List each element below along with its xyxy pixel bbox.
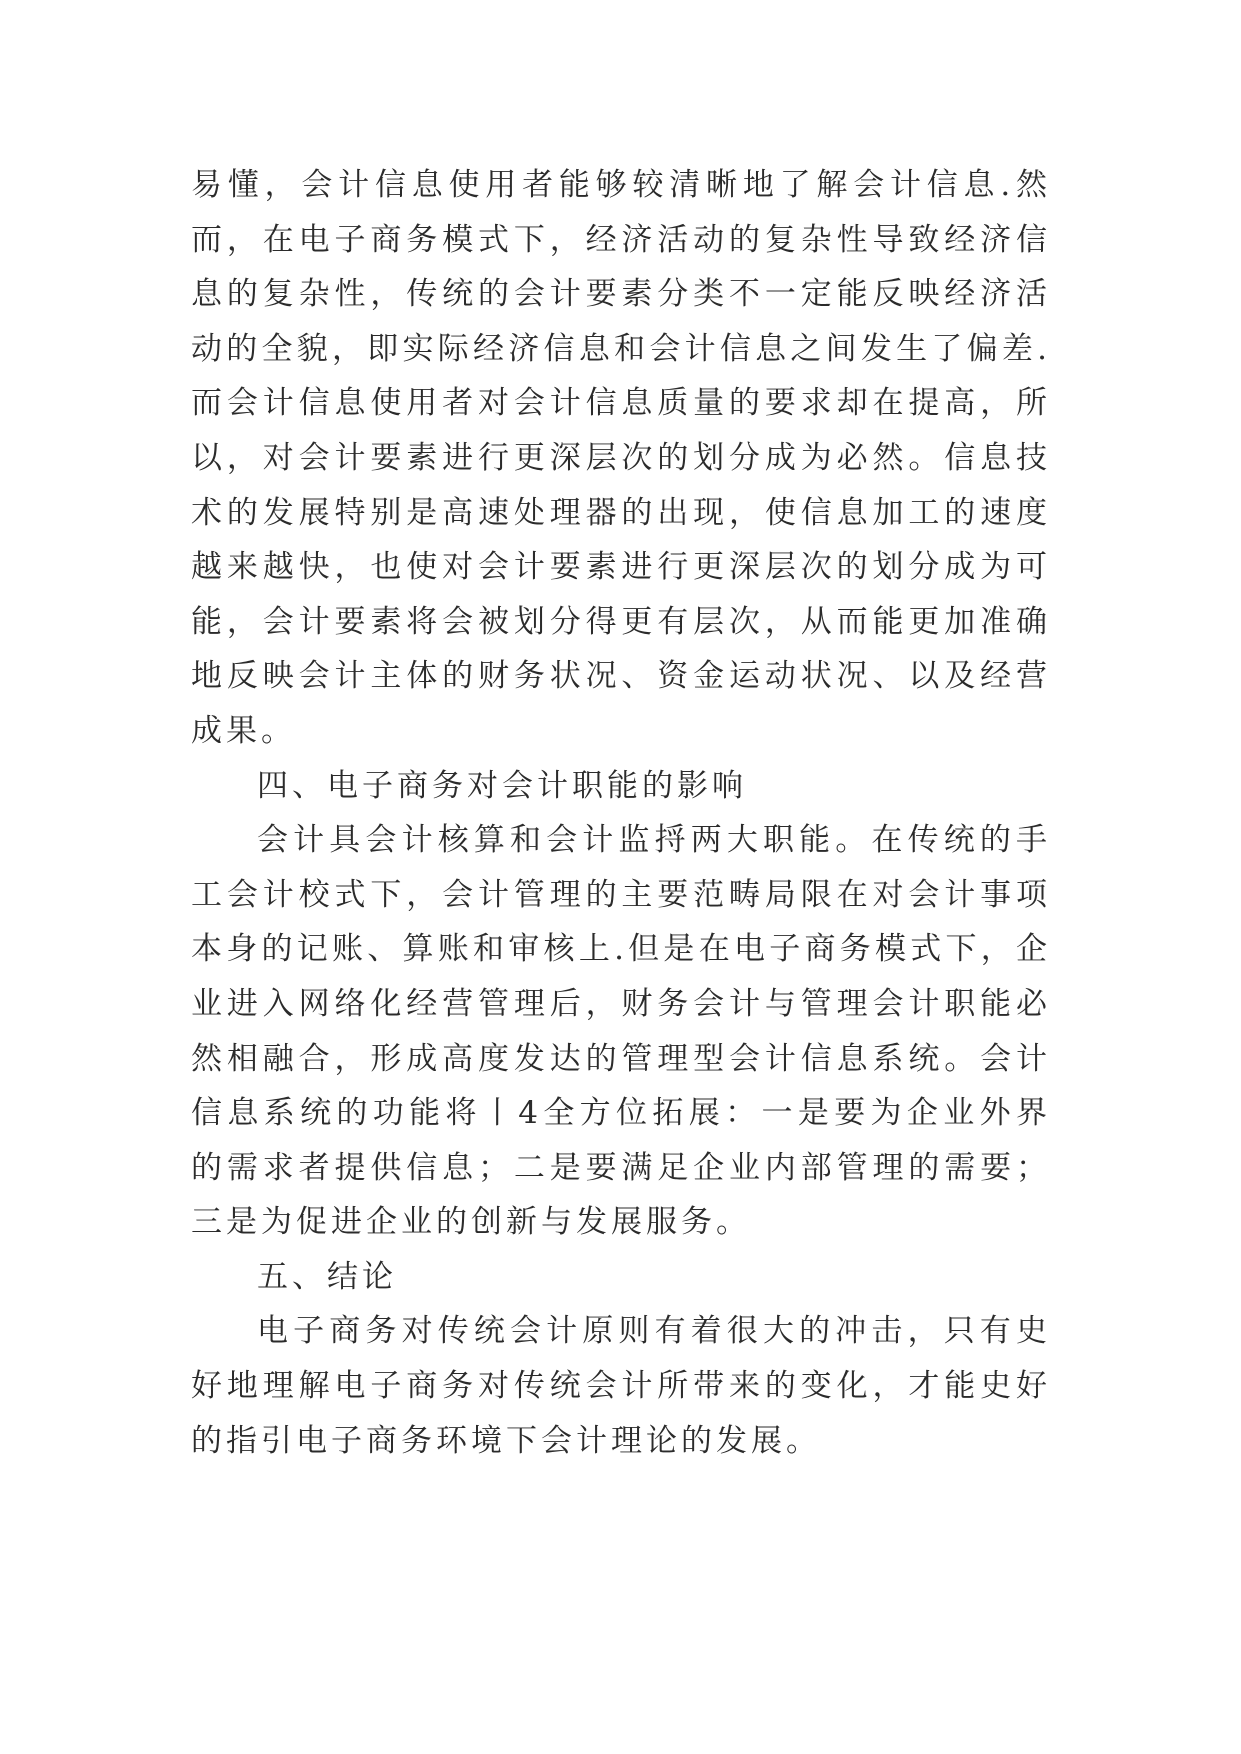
paragraph-conclusion: 电子商务对传统会计原则有着很大的冲击，只有史好地理解电子商务对传统会计所带来的变化，才能史好的指引电子商务环境下会计理论的发展。 — [191, 1313, 1051, 1459]
document-body — [191, 158, 1051, 1468]
section-heading-4: 四、电子商务对会计职能的影响 — [257, 767, 747, 804]
section-heading-5: 五、结论 — [257, 1258, 397, 1295]
paragraph-continued: 易懂，会计信息使用者能够较清晰地了解会计信息.然而，在电子商务模式下，经济活动的复杂性导致经济信息的复杂性，传统的会计要素分类不一定能反映经济活动的全貌，即实际经济信息和会计信息之间发生了偏差.而会计信息使用者对会计信息质量的要求却在提高，所以，对会计要素进行更深层次的划分成为必然。信息技术的发展特别是高速处理器的出现，使信息加工的速度越来越快，也使对会计要素进行更深层次的划分成为可能，会计要素将会被划分得更有层次，从而能更加准确地反映会计主体的财务状况、资金运动状况、以及经营成果。 — [191, 167, 1051, 749]
paragraph-accounting-functions: 会计具会计核算和会计监捋两大职能。在传统的手工会计校式下，会计管理的主要范畴局限在对会计事项本身的记账、算账和审核上.但是在电子商务模式下，企业进入网络化经营管理后，财务会计与管理会计职能必然相融合，形成高度发达的管理型会计信息系统。会计信息系统的功能将丨4全方位拓展：一是要为企业外界的需求者提供信息；二是要满足企业内部管理的需要；三是为促进企业的创新与发展服务。 — [191, 822, 1051, 1241]
